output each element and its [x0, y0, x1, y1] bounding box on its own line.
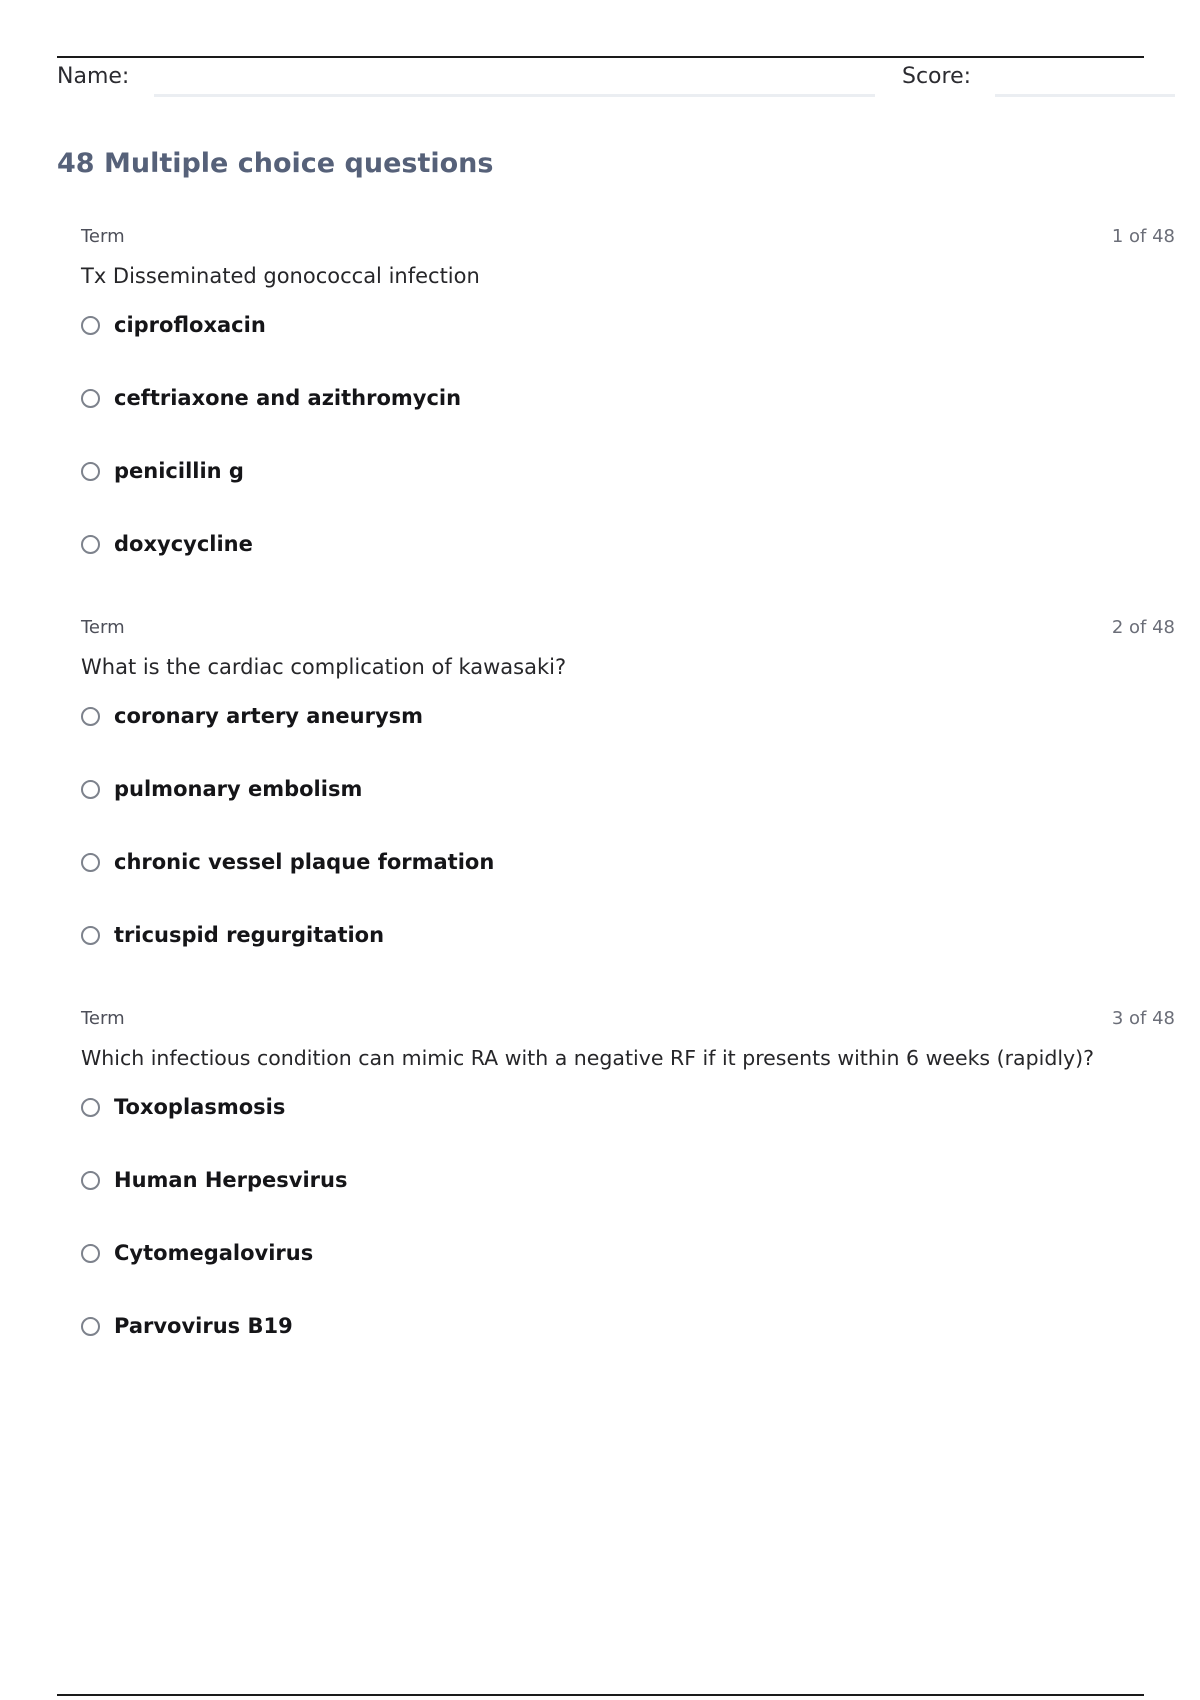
answer-options — [81, 701, 1175, 950]
answer-option[interactable] — [81, 456, 1175, 486]
option-label: doxycycline — [114, 532, 253, 556]
question-3 — [81, 1008, 1175, 1384]
question-counter: 1 of 48 — [1111, 226, 1175, 247]
option-label: ceftriaxone and azithromycin — [114, 386, 462, 410]
answer-option[interactable] — [81, 774, 1175, 804]
radio-button[interactable] — [81, 316, 100, 335]
question-counter: 3 of 48 — [1111, 1008, 1175, 1029]
answer-options — [81, 1092, 1175, 1341]
question-counter: 2 of 48 — [1111, 617, 1175, 638]
answer-option[interactable] — [81, 701, 1175, 731]
question-1 — [81, 226, 1175, 602]
answer-option[interactable] — [81, 1238, 1175, 1268]
question-kind: Term — [81, 617, 125, 638]
answer-option[interactable] — [81, 920, 1175, 950]
option-label: penicillin g — [114, 459, 244, 483]
radio-button[interactable] — [81, 389, 100, 408]
option-label: Cytomegalovirus — [114, 1241, 314, 1265]
option-label: Human Herpesvirus — [114, 1168, 348, 1192]
name-label: Name: — [57, 64, 130, 89]
question-kind: Term — [81, 1008, 125, 1029]
name-field[interactable] — [154, 94, 875, 97]
answer-options — [81, 310, 1175, 559]
bottom-rule — [57, 1694, 1144, 1696]
radio-button[interactable] — [81, 535, 100, 554]
top-rule — [57, 56, 1144, 58]
radio-button[interactable] — [81, 926, 100, 945]
radio-button[interactable] — [81, 1317, 100, 1336]
section-title: 48 Multiple choice questions — [57, 148, 494, 179]
option-label: Parvovirus B19 — [114, 1314, 293, 1338]
radio-button[interactable] — [81, 780, 100, 799]
answer-option[interactable] — [81, 847, 1175, 877]
radio-button[interactable] — [81, 853, 100, 872]
answer-option[interactable] — [81, 383, 1175, 413]
option-label: Toxoplasmosis — [114, 1095, 286, 1119]
answer-option[interactable] — [81, 529, 1175, 559]
radio-button[interactable] — [81, 707, 100, 726]
option-label: coronary artery aneurysm — [114, 704, 424, 728]
option-label: tricuspid regurgitation — [114, 923, 385, 947]
answer-option[interactable] — [81, 1092, 1175, 1122]
radio-button[interactable] — [81, 1244, 100, 1263]
answer-option[interactable] — [81, 1311, 1175, 1341]
question-text: Which infectious condition can mimic RA with a negative RF if it presents within 6 weeks (rapidly)? — [81, 1046, 1095, 1070]
option-label: ciprofloxacin — [114, 313, 266, 337]
answer-option[interactable] — [81, 310, 1175, 340]
question-text: Tx Disseminated gonococcal infection — [81, 264, 480, 288]
answer-option[interactable] — [81, 1165, 1175, 1195]
score-field[interactable] — [995, 94, 1175, 97]
radio-button[interactable] — [81, 462, 100, 481]
question-2 — [81, 617, 1175, 993]
radio-button[interactable] — [81, 1171, 100, 1190]
option-label: pulmonary embolism — [114, 777, 363, 801]
question-text: What is the cardiac complication of kawasaki? — [81, 655, 567, 679]
score-label: Score: — [902, 64, 972, 89]
option-label: chronic vessel plaque formation — [114, 850, 495, 874]
question-kind: Term — [81, 226, 125, 247]
radio-button[interactable] — [81, 1098, 100, 1117]
name-score-header — [57, 62, 1175, 102]
